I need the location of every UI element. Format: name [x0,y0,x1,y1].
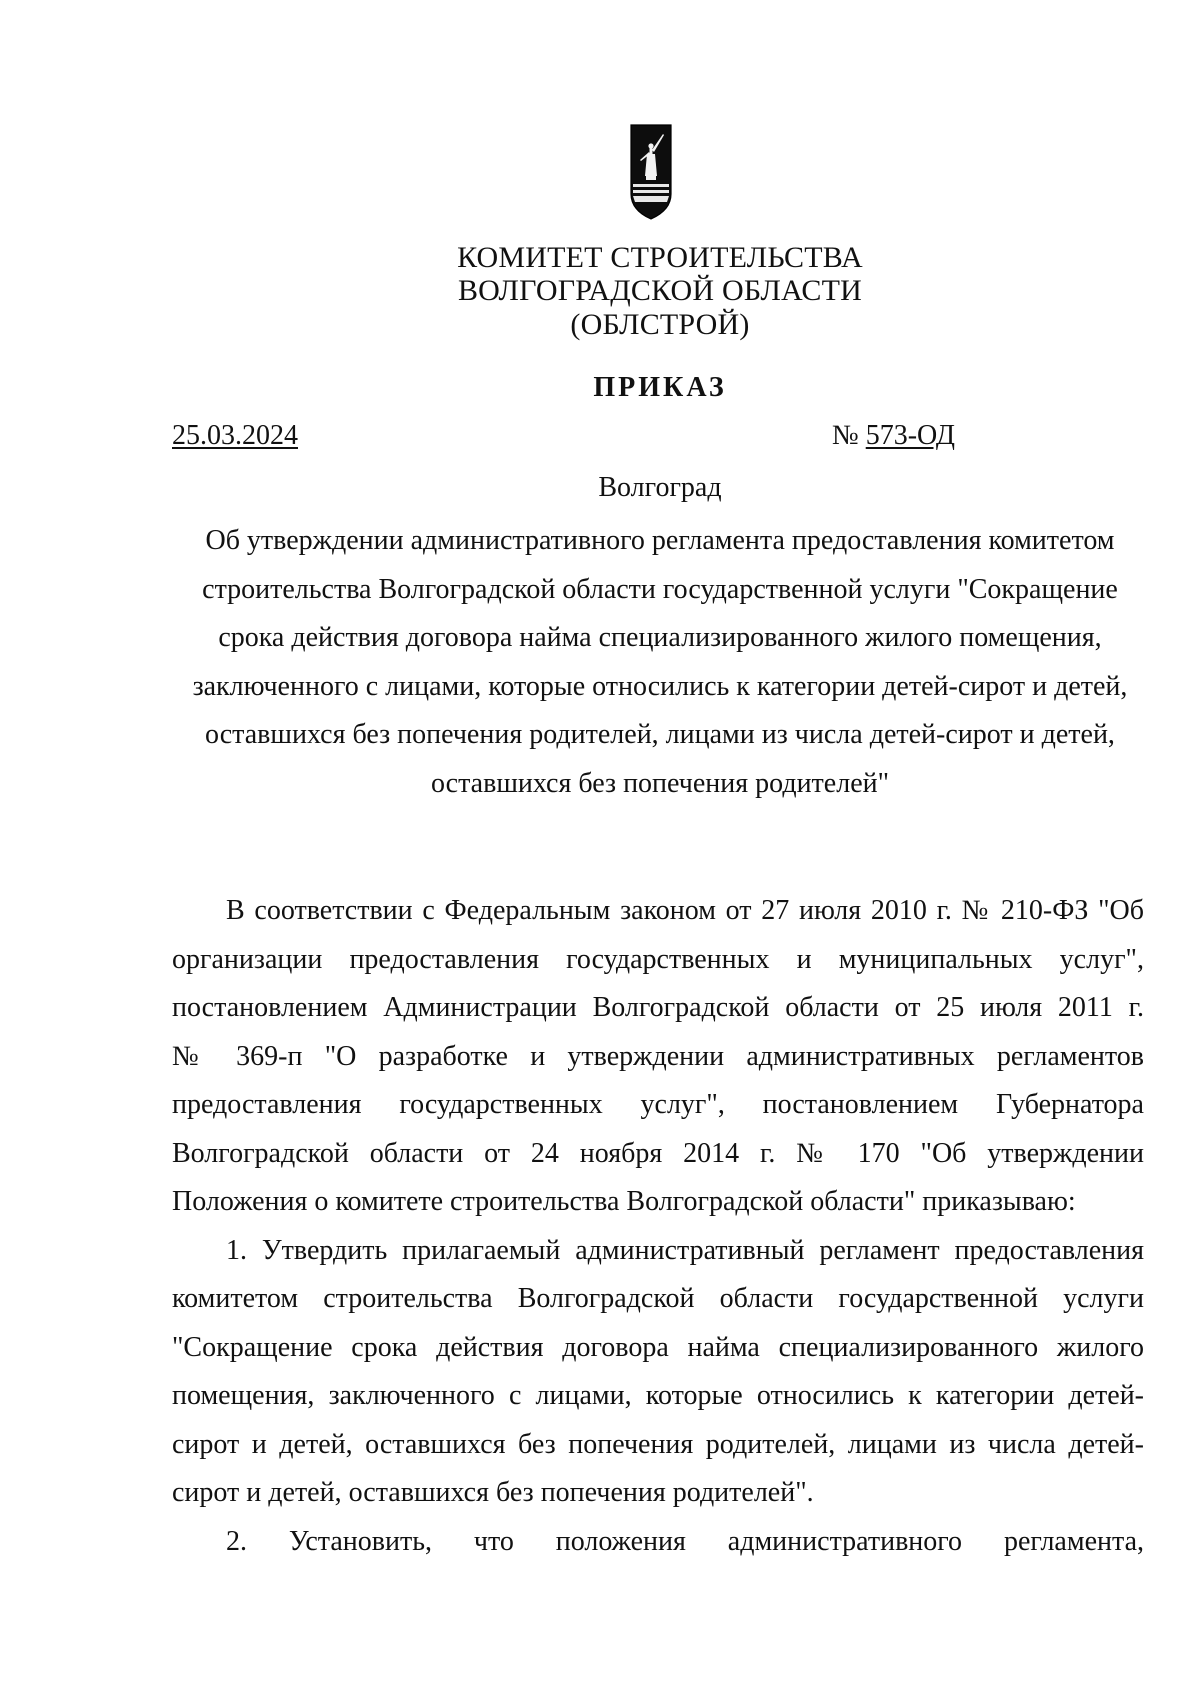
item1-line: "Сокращение срока действия договора найма специализированного жилого [172,1331,1144,1363]
order-number [832,420,955,452]
order-number-prefix: № [832,420,866,451]
preamble-line: Положения о комитете строительства Волгоградской области" приказываю: [172,1186,1076,1217]
agency-name-line2: ВОЛГОГРАДСКОЙ ОБЛАСТИ [457,274,863,307]
preamble-line: № 369-п "О разработке и утверждении административных регламентов [172,1040,1144,1072]
item1-line: помещения, заключенного с лицами, которые относились к категории детей- [172,1380,1144,1411]
title-line: срока действия договора найма специализированного жилого помещения, [218,622,1102,653]
preamble-line: В соответствии с Федеральным законом от 27 июля 2010 г. № 210-ФЗ "Об [226,895,1144,926]
item1-line: комитетом строительства Волгоградской области государственной услуги [172,1283,1144,1314]
preamble-line: предоставления государственных услуг", постановлением Губернатора [172,1089,1144,1120]
preamble-line: организации предоставления государственных и муниципальных услуг", [172,943,1144,975]
agency-name-line3: (ОБЛСТРОЙ) [570,308,750,341]
volgograd-coat-of-arms-icon [630,124,672,220]
item1-line: 1. Утвердить прилагаемый административный регламент предоставления [226,1234,1144,1266]
document-type: ПРИКАЗ [593,372,727,403]
preamble-line: Волгоградской области от 24 ноября 2014 г. № 170 "Об утверждении [172,1137,1144,1169]
title-line: оставшихся без попечения родителей" [430,767,890,799]
title-line: Об утверждении административного регламента предоставления комитетом [205,525,1115,556]
item2-line: 2. Установить, что положения административного регламента, [226,1525,1144,1557]
title-line: оставшихся без попечения родителей, лицами из числа детей-сирот и детей, [205,719,1115,750]
item1-line: сирот и детей, оставшихся без попечения родителей". [172,1477,814,1508]
item1-line: сирот и детей, оставшихся без попечения родителей, лицами из числа детей- [172,1428,1144,1460]
order-body [172,887,1144,1566]
order-city: Волгоград [598,472,722,503]
order-title [160,517,1160,808]
title-line: строительства Волгоградской области государственной услуги "Сокращение [202,573,1118,605]
order-date: 25.03.2024 [172,420,298,451]
preamble-line: постановлением Администрации Волгоградской области от 25 июля 2011 г. [172,992,1144,1023]
agency-name-line1: КОМИТЕТ СТРОИТЕЛЬСТВА [457,241,863,274]
title-line: заключенного с лицами, которые относились к категории детей-сирот и детей, [192,670,1128,702]
order-number-value: 573-ОД [865,420,955,451]
